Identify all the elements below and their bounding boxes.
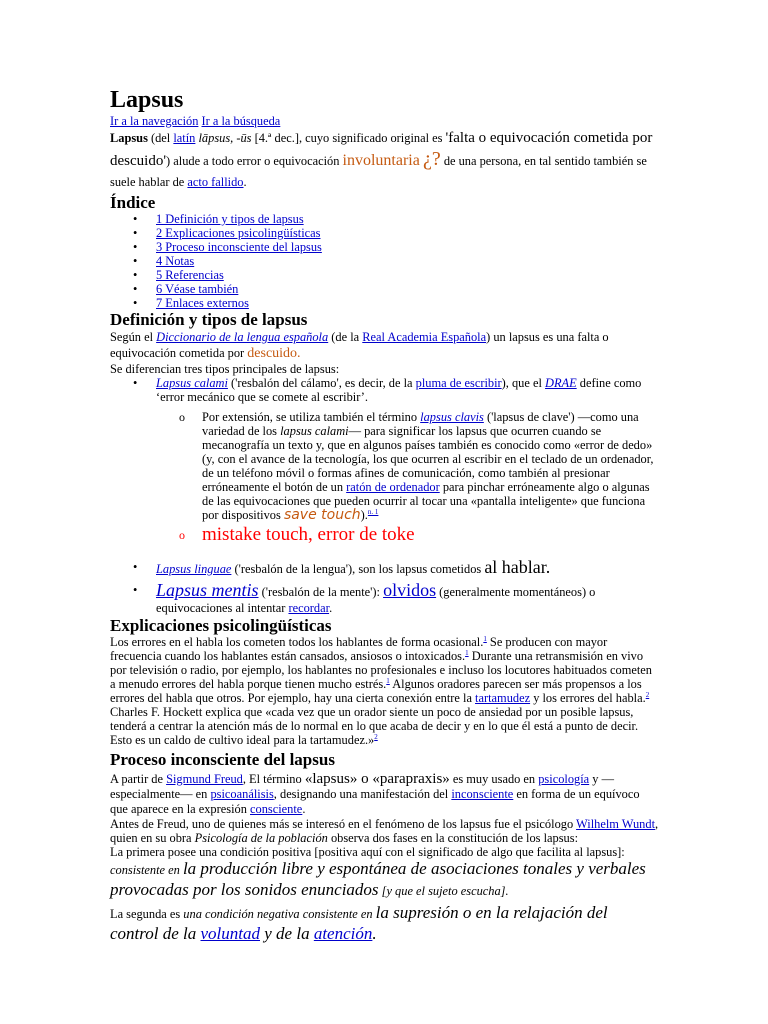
toc-link-proceso[interactable]: 3 Proceso inconsciente del lapsus: [156, 240, 322, 254]
mistake-text: mistake touch, error de toke: [202, 524, 415, 545]
intro-term: Lapsus: [110, 131, 148, 145]
ref-link[interactable]: 2: [374, 732, 378, 741]
list-item-linguae: • Lapsus linguae ('resbalón de la lengua'), son los lapsus cometidos al hablar.: [156, 560, 660, 576]
rae-link[interactable]: Real Academia Española: [362, 330, 487, 344]
acto-fallido-link[interactable]: acto fallido: [187, 175, 244, 189]
inconsciente-link[interactable]: inconsciente: [451, 787, 514, 801]
involuntaria-text: involuntaria: [342, 152, 420, 169]
ref-link[interactable]: 1: [483, 634, 487, 643]
tartamudez-link[interactable]: tartamudez: [475, 691, 531, 705]
olvidos-link[interactable]: olvidos: [383, 580, 437, 600]
definicion-paragraph: Según el Diccionario de la lengua española (de la Real Academia Española) un lapsus es una falta o equivocación cometida por descuido.: [110, 330, 609, 361]
toc-link-vease[interactable]: 6 Véase también: [156, 282, 239, 296]
toc-item: [156, 254, 660, 268]
consciente-link[interactable]: consciente: [250, 802, 303, 816]
toc-item: [156, 240, 660, 254]
types-intro: Se diferencian tres tipos principales de lapsus:: [110, 362, 340, 376]
atencion-link[interactable]: atención: [313, 924, 373, 943]
freud-link[interactable]: Sigmund Freud: [166, 772, 243, 786]
toc-item: [156, 268, 660, 282]
proceso-paragraph-4: consistente en la producción libre y espontánea de asociaciones tonales y verbales provocadas por los sonidos enunciados [y que el sujeto escucha].: [110, 859, 646, 899]
intro-paragraph: Lapsus (del latín lāpsus, -ūs [4.ª dec.], cuyo significado original es 'falta o equivocación cometida por descuido') alude a todo error o equivocación involuntaria ¿? de una persona, en tal sentido también se suele hablar de acto fallido.: [110, 130, 653, 189]
lapsus-types-list: [110, 376, 660, 616]
section-heading-proceso: Proceso inconsciente del lapsus: [110, 750, 335, 769]
ref-link[interactable]: 2: [645, 690, 650, 699]
skip-links: [110, 114, 660, 128]
page-title: Lapsus: [110, 87, 184, 113]
lapsus-calami-link[interactable]: Lapsus calami: [156, 376, 228, 390]
raton-link[interactable]: ratón de ordenador: [346, 480, 440, 494]
nav-link[interactable]: Ir a la navegación: [110, 114, 199, 128]
list-item-calami: • Lapsus calami ('resbalón del cálamo', es decir, de la pluma de escribir), que el DRAE define como ‘error mecánico que se comete al escribir’. o Por extensión, se utiliza también el término lapsus clavis ('lapsus de clave') —como una variedad de los lapsus calami— para significar los lapsus que ocurren cuando se mecanografía un texto y, que en algunos países también es conocido como «error de dedo» (y, con el avance de la tecnología, los que ocurren al escribir en el teclado de un ordenador, de un teléfono móvil o formas afines de comunicación, como también al presionar erróneamente el botón de un ratón de ordenador para pinchar erróneamente algo o algunas de las equivocaciones que pueden ocurrir al tocar una «pantalla inteligente» que funciona por dispositivos save touch).$^{n. 1}$ o mistake touch, error de toke: [156, 376, 660, 546]
toc-link-explicaciones[interactable]: 2 Explicaciones psicolingüísticas: [156, 226, 321, 240]
save-touch-text: save touch: [283, 507, 361, 523]
lapsus-clavis-link[interactable]: lapsus clavis: [420, 410, 484, 424]
proceso-paragraph-5: La segunda es una condición negativa consistente en la supresión o en la relajación del control de la voluntad y de la atención.: [110, 903, 608, 943]
descuido-text: descuido.: [247, 346, 301, 361]
toc-item: [156, 296, 660, 310]
diccionario-link[interactable]: Diccionario de la lengua española: [156, 330, 329, 344]
toc-link-notas[interactable]: 4 Notas: [156, 254, 195, 268]
toc-list: [110, 212, 660, 310]
explicaciones-paragraph: Los errores en el habla los cometen todos los hablantes de forma ocasional.$^1$ Se producen con mayor frecuencia cuando los hablantes están cansados, ansiosos o intoxicados.$^1$ Durante una retransmisión en vivo por televisión o radio, por ejemplo, los hablantes no profesionales e incluso los locutores habituados cometen a menudo errores del habla porque tienen mucho estrés.$^1$ Algunos oradores parecen ser más propensos a los errores del habla que otros. Por ejemplo, hay una cierta conexión entre la tartamudez y los errores del habla.$^2$ Charles F. Hockett explica que «cada vez que un orador siente un poco de ansiedad por un posible lapsus, tenderá a centrar la atención más de lo normal en lo que acaba de decir y en lo que él está a punto de decir. Esto es un caldo de cultivo ideal para la tartamudez.»$^2$: [110, 634, 652, 747]
list-item-mentis: • Lapsus mentis ('resbalón de la mente'): olvidos (generalmente momentáneos) o equivocaciones al intentar recordar.: [156, 582, 660, 616]
recordar-link[interactable]: recordar: [288, 601, 330, 615]
ref-link[interactable]: 1: [465, 648, 469, 657]
psicoanalisis-link[interactable]: psicoanálisis: [210, 787, 274, 801]
article: [110, 86, 660, 945]
latin-link[interactable]: latín: [173, 131, 196, 145]
lapsus-mentis-link[interactable]: Lapsus mentis: [156, 580, 259, 600]
proceso-paragraph-3: La primera posee una condición positiva [positiva aquí con el significado de algo que facilita al lapsus]:: [110, 845, 625, 859]
toc-heading: Índice: [110, 193, 156, 212]
section-heading-definicion: Definición y tipos de lapsus: [110, 310, 308, 329]
toc-link-enlaces[interactable]: 7 Enlaces externos: [156, 296, 249, 310]
toc-item: [156, 282, 660, 296]
section-heading-explicaciones: Explicaciones psicolingüísticas: [110, 616, 332, 635]
voluntad-link[interactable]: voluntad: [200, 924, 260, 943]
list-item-clavis: o Por extensión, se utiliza también el término lapsus clavis ('lapsus de clave') —como una variedad de los lapsus calami— para significar los lapsus que ocurren cuando se mecanografía un texto y, que en algunos países también es conocido como «error de dedo» (y, con el avance de la tecnología, los que ocurren al escribir en el teclado de un ordenador, de un teléfono móvil o formas afines de comunicación, como también al presionar erróneamente el botón de un ratón de ordenador para pinchar erróneamente algo o algunas de las equivocaciones que pueden ocurrir al tocar una «pantalla inteligente» que funciona por dispositivos save touch).$^{n. 1}$: [202, 410, 660, 522]
obra-title: Psicología de la población: [194, 831, 328, 845]
pluma-link[interactable]: pluma de escribir: [415, 376, 502, 390]
list-item-mistake: [202, 524, 660, 546]
toc-link-definicion[interactable]: 1 Definición y tipos de lapsus: [156, 212, 304, 226]
calami-sublist: [156, 410, 660, 546]
note-link[interactable]: n. 1: [367, 507, 379, 516]
wundt-link[interactable]: Wilhelm Wundt: [576, 817, 656, 831]
question-marks: ¿?: [422, 148, 441, 170]
ref-link[interactable]: 1: [386, 676, 390, 685]
proceso-paragraph-1: A partir de Sigmund Freud, El término «lapsus» o «parapraxis» es muy usado en psicología y —especialmente— en psicoanálisis, designando una manifestación del inconsciente en forma de un equívoco que aparece en la expresión consciente.: [110, 771, 640, 816]
psicologia-link[interactable]: psicología: [538, 772, 590, 786]
toc-item: [156, 212, 660, 226]
proceso-paragraph-2: Antes de Freud, uno de quienes más se interesó en el fenómeno de los lapsus fue el psicólogo Wilhelm Wundt, quien en su obra Psicología de la población observa dos fases en la constitución de los lapsus:: [110, 817, 659, 845]
lapsus-linguae-link[interactable]: Lapsus linguae: [156, 562, 232, 576]
toc-item: [156, 226, 660, 240]
drae-link[interactable]: DRAE: [545, 376, 577, 390]
original-meaning: 'falta o equivocación cometida por descuido': [110, 130, 653, 169]
search-link[interactable]: Ir a la búsqueda: [201, 114, 281, 128]
toc-link-referencias[interactable]: 5 Referencias: [156, 268, 224, 282]
